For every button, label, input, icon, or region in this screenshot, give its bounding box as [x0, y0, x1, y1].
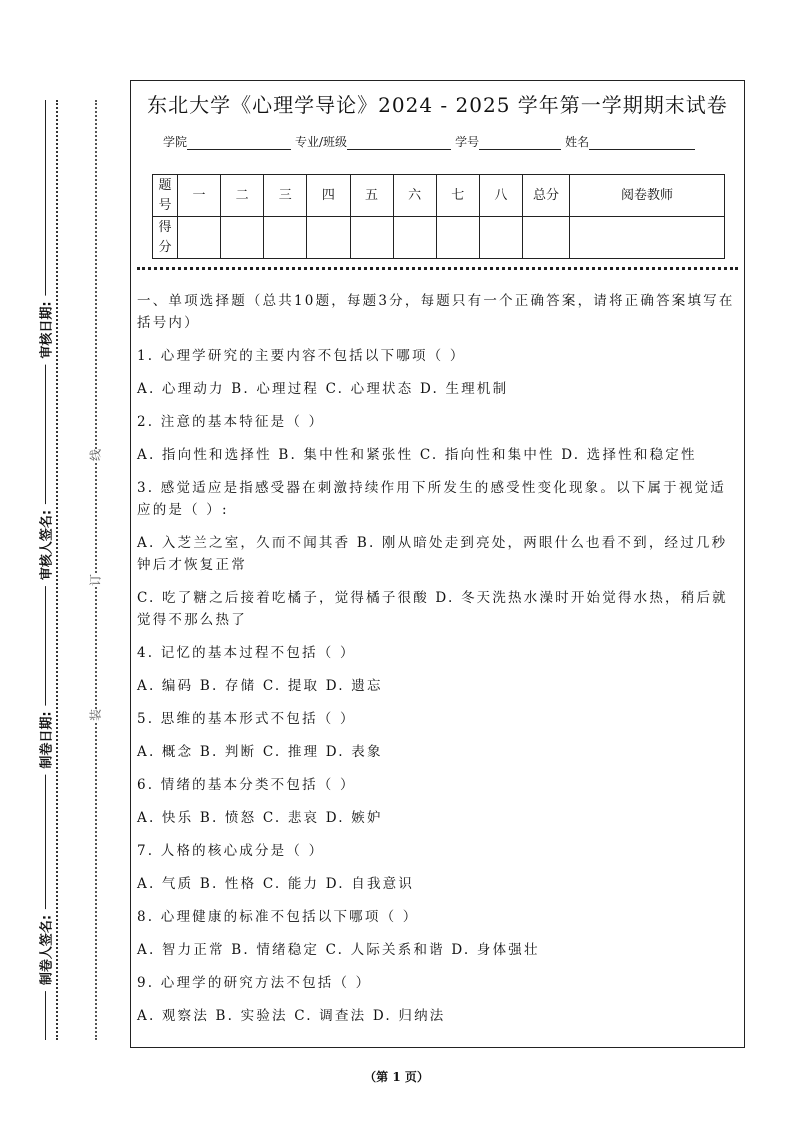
column-header: 六: [393, 175, 436, 217]
reviewer-signature-label: 审核人签名:: [36, 504, 55, 586]
answer-options: A. 概念 B. 判断 C. 推理 D. 表象: [137, 744, 383, 760]
answer-options: A. 气质 B. 性格 C. 能力 D. 自我意识: [137, 876, 415, 892]
score-cell[interactable]: [479, 217, 522, 259]
binding-char-zhuang: 装: [85, 709, 106, 721]
answer-options: A. 观察法 B. 实验法 C. 调查法 D. 归纳法: [137, 1008, 446, 1024]
binding-char-ding: 订: [85, 574, 106, 586]
answer-options: A. 入芝兰之室，久而不闻其香 B. 刚从暗处走到亮处，两眼什么也看不到，经过几秒钟后才恢复正常: [137, 535, 728, 573]
question-text: 3. 感觉适应是指感受器在刺激持续作用下所发生的感受性变化现象。以下属于视觉适应的是（ ）:: [137, 480, 726, 518]
answer-options: A. 心理动力 B. 心理过程 C. 心理状态 D. 生理机制: [137, 381, 509, 397]
row-label: 得分: [153, 217, 178, 259]
student-id-label: 学号: [455, 135, 480, 149]
column-header: 二: [221, 175, 264, 217]
question-text: 8. 心理健康的标准不包括以下哪项（ ）: [137, 909, 419, 925]
binding-char-xian: 线: [85, 449, 106, 461]
column-header: 总分: [523, 175, 570, 217]
prepare-date-label: 制卷日期:: [36, 705, 55, 774]
exam-title: 东北大学《心理学导论》2024 - 2025 学年第一学期期末试卷: [147, 93, 728, 117]
score-cell[interactable]: [178, 217, 221, 259]
college-field[interactable]: [187, 135, 291, 150]
student-id-field[interactable]: [479, 135, 561, 150]
answer-options: A. 编码 B. 存储 C. 提取 D. 遗忘: [137, 678, 383, 694]
preparer-signature-label: 制卷人签名:: [36, 909, 55, 991]
score-table: [152, 174, 725, 259]
name-field[interactable]: [589, 135, 695, 150]
question-text: 6. 情绪的基本分类不包括（ ）: [137, 777, 356, 793]
question-section: [137, 290, 738, 1038]
student-info: [163, 133, 699, 150]
exam-frame: [130, 80, 745, 1048]
score-cell[interactable]: [264, 217, 307, 259]
column-header: 七: [436, 175, 479, 217]
score-cell[interactable]: [570, 217, 725, 259]
answer-options: C. 吃了糖之后接着吃橘子，觉得橘子很酸 D. 冬天洗热水澡时开始觉得水热，稍后就觉得不那么热了: [137, 590, 728, 628]
dotted-separator: [137, 267, 738, 270]
question-text: 9. 心理学的研究方法不包括（ ）: [137, 975, 372, 991]
score-cell[interactable]: [436, 217, 479, 259]
dotted-cut-line: [56, 100, 58, 1040]
major-label: 专业/班级: [295, 135, 348, 149]
binding-dotted-line: [95, 100, 97, 1040]
question-text: 7. 人格的核心成分是（ ）: [137, 843, 325, 859]
question-text: 1. 心理学研究的主要内容不包括以下哪项（ ）: [137, 348, 466, 364]
row-label: 题号: [153, 175, 178, 217]
score-cell[interactable]: [307, 217, 350, 259]
section-heading: 一、单项选择题（总共10题，每题3分，每题只有一个正确答案，请将正确答案填写在括号内）: [137, 293, 735, 331]
answer-options: A. 智力正常 B. 情绪稳定 C. 人际关系和谐 D. 身体强壮: [137, 942, 540, 958]
page-number: （第 1 页）: [364, 1070, 429, 1084]
answer-options: A. 快乐 B. 愤怒 C. 悲哀 D. 嫉妒: [137, 810, 383, 826]
table-row: [153, 175, 725, 217]
question-text: 5. 思维的基本形式不包括（ ）: [137, 711, 356, 727]
column-header: 一: [178, 175, 221, 217]
score-cell[interactable]: [350, 217, 393, 259]
score-cell[interactable]: [393, 217, 436, 259]
table-row: [153, 217, 725, 259]
answer-options: A. 指向性和选择性 B. 集中性和紧张性 C. 指向性和集中性 D. 选择性和稳定性: [137, 447, 697, 463]
question-text: 2. 注意的基本特征是（ ）: [137, 414, 325, 430]
major-field[interactable]: [347, 135, 451, 150]
column-header: 四: [307, 175, 350, 217]
score-cell[interactable]: [221, 217, 264, 259]
score-cell[interactable]: [523, 217, 570, 259]
column-header: 五: [350, 175, 393, 217]
name-label: 姓名: [565, 135, 590, 149]
question-text: 4. 记忆的基本过程不包括（ ）: [137, 645, 356, 661]
column-header: 阅卷教师: [570, 175, 725, 217]
column-header: 三: [264, 175, 307, 217]
column-header: 八: [479, 175, 522, 217]
review-date-label: 审核日期:: [36, 295, 55, 364]
college-label: 学院: [163, 135, 188, 149]
